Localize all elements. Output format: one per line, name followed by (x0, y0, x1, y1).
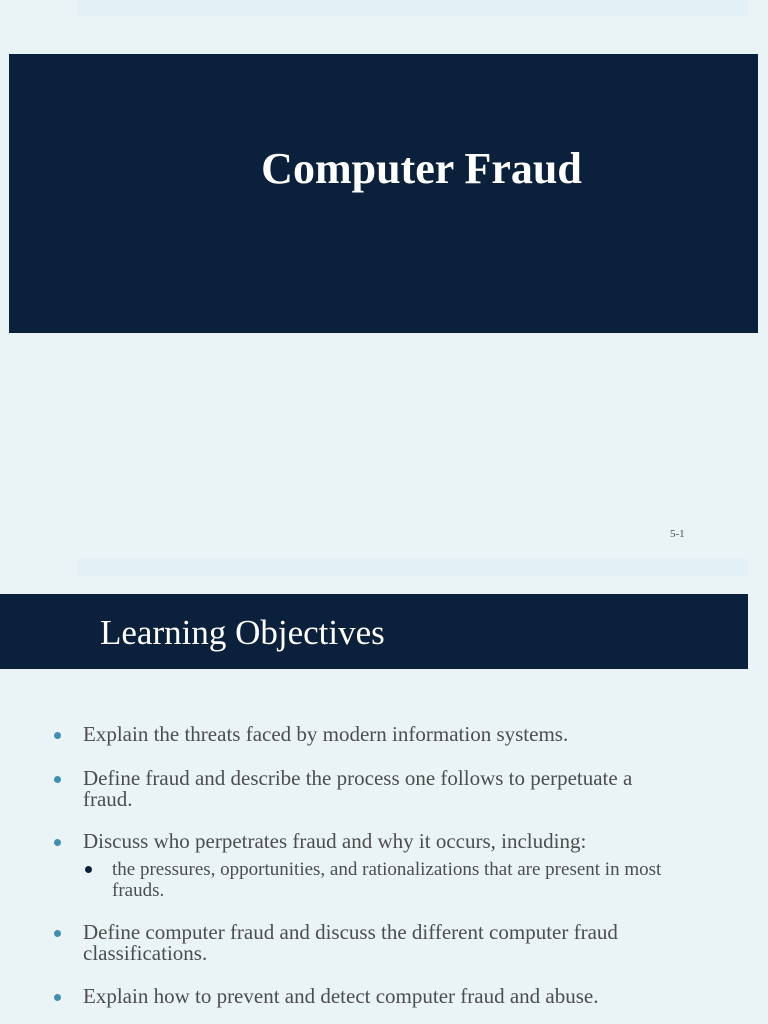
objective-text: Define fraud and describe the process one follows to perpetuate a fraud. (83, 766, 633, 811)
bullet-icon (54, 776, 61, 783)
objective-item (83, 986, 683, 1007)
objective-text: Explain the threats faced by modern information systems. (83, 722, 569, 746)
objective-text: Define computer fraud and discuss the different computer fraud classifications. (83, 920, 618, 965)
sub-bullet-icon (85, 866, 92, 873)
objective-item (83, 768, 683, 810)
bullet-icon (54, 732, 61, 739)
bullet-icon (54, 930, 61, 937)
objectives-title: Learning Objectives (100, 613, 385, 652)
objective-item (83, 724, 683, 745)
objective-text: Explain how to prevent and detect computer fraud and abuse. (83, 984, 599, 1008)
bullet-icon (54, 994, 61, 1001)
objective-sub-text: the pressures, opportunities, and rationalizations that are present in most frauds. (112, 859, 662, 901)
objective-text: Discuss who perpetrates fraud and why it occurs, including: (83, 829, 587, 853)
objective-item (83, 922, 683, 964)
slide-title: Computer Fraud (261, 144, 582, 193)
bullet-icon (54, 839, 61, 846)
objective-item (83, 831, 683, 852)
objective-sub-item (112, 859, 702, 901)
slide-number: 5-1 (670, 528, 685, 540)
